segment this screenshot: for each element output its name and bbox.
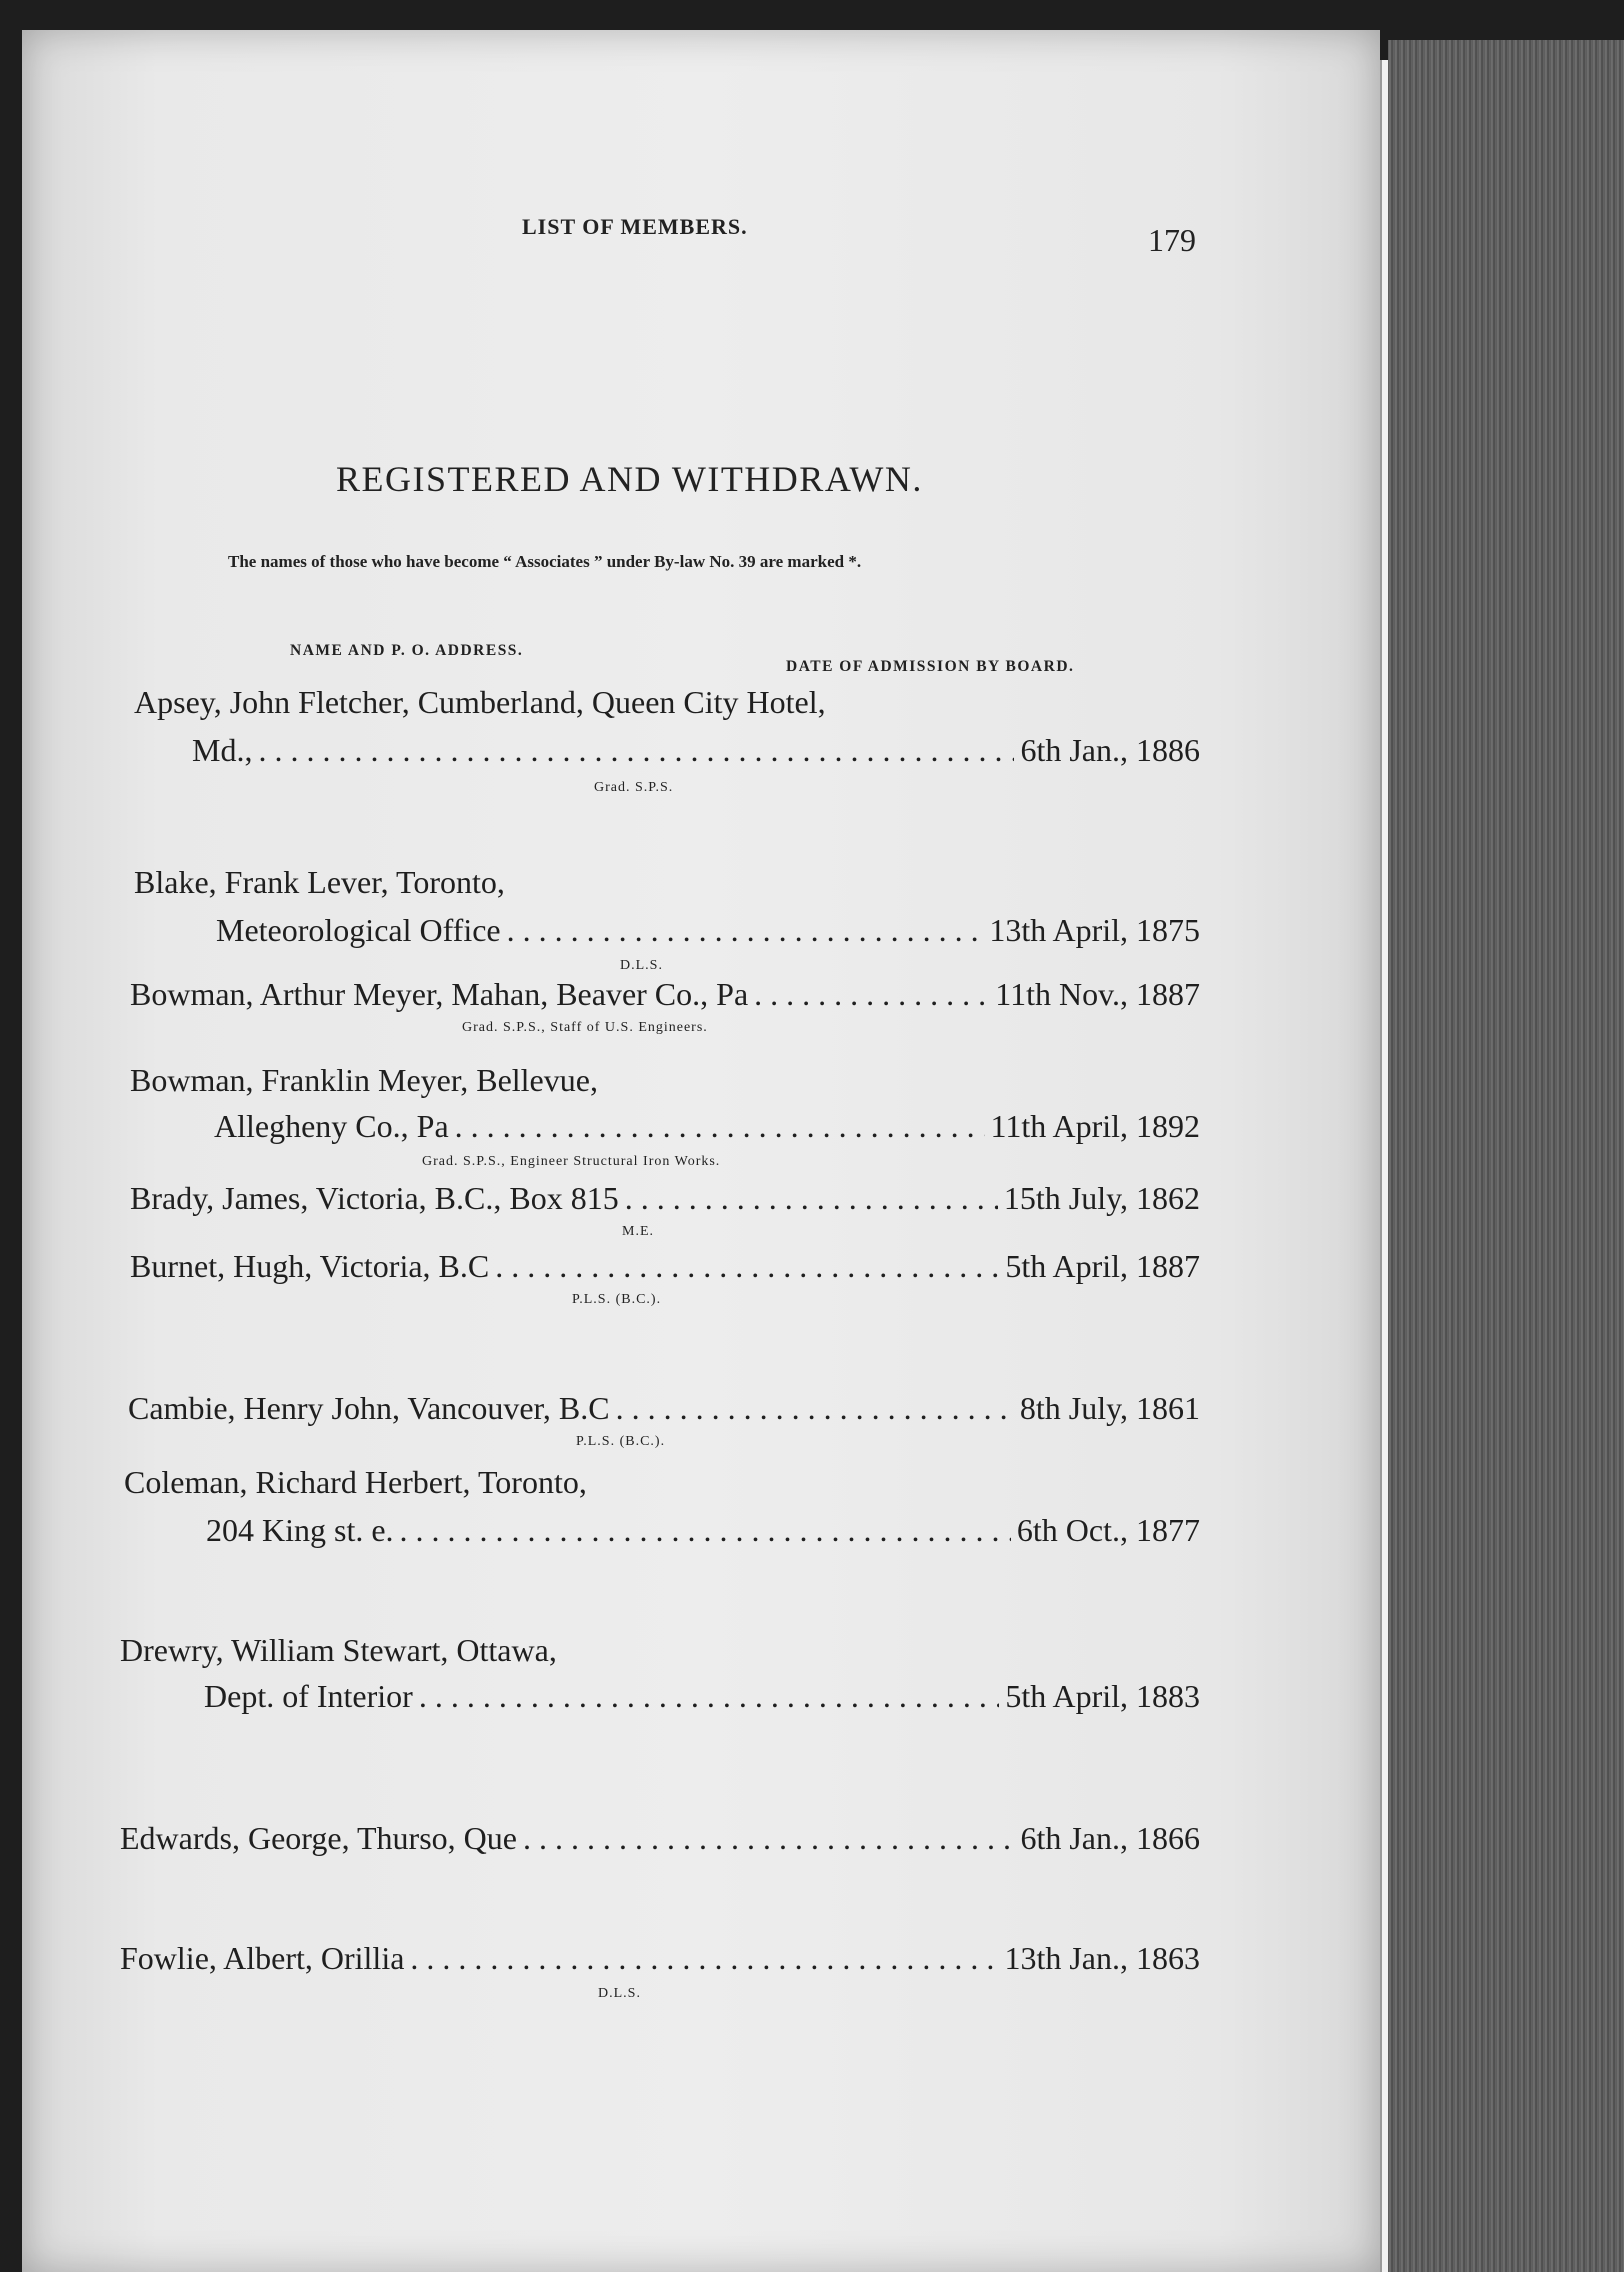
dot-leader — [523, 1820, 1015, 1857]
member-entry — [120, 1464, 1200, 1560]
dot-leader — [258, 732, 1014, 769]
member-address: Allegheny Co., Pa — [214, 1108, 449, 1144]
dot-leader — [754, 976, 989, 1013]
admission-date: 13th Jan., 1863 — [1004, 1940, 1200, 1976]
member-address: Dept. of Interior — [204, 1678, 413, 1714]
member-address-line — [120, 1820, 1200, 1857]
member-entry — [120, 1632, 1200, 1728]
member-name-line: Drewry, William Stewart, Ottawa, — [120, 1632, 557, 1668]
book-fore-edge — [1388, 40, 1624, 2272]
member-qualification: Grad. S.P.S., Engineer Structural Iron Works. — [422, 1154, 721, 1169]
member-qualification: M.E. — [622, 1224, 654, 1239]
member-qualification: P.L.S. (B.C.). — [576, 1434, 666, 1449]
member-entry — [120, 976, 1200, 1046]
member-entry — [120, 1820, 1200, 1870]
member-name-line: Coleman, Richard Herbert, Toronto, — [124, 1464, 587, 1500]
member-address: Fowlie, Albert, Orillia — [120, 1940, 405, 1976]
admission-date: 15th July, 1862 — [1003, 1180, 1200, 1216]
member-name-line: Bowman, Franklin Meyer, Bellevue, — [130, 1062, 598, 1098]
running-head: LIST OF MEMBERS. — [522, 214, 748, 239]
dot-leader — [625, 1180, 998, 1217]
member-address: Edwards, George, Thurso, Que — [120, 1820, 517, 1856]
column-header-name: NAME AND P. O. ADDRESS. — [290, 642, 524, 659]
member-address-line — [120, 1248, 1200, 1285]
member-name-line: Blake, Frank Lever, Toronto, — [134, 864, 505, 900]
member-address: Burnet, Hugh, Victoria, B.C — [130, 1248, 490, 1284]
member-address-line — [120, 1390, 1200, 1427]
member-address: Meteorological Office — [216, 912, 501, 948]
section-title: REGISTERED AND WITHDRAWN. — [336, 459, 923, 499]
dot-leader — [410, 1940, 998, 1977]
admission-date: 11th April, 1892 — [990, 1108, 1200, 1144]
member-address-line — [120, 1108, 1200, 1145]
admission-date: 6th Oct., 1877 — [1016, 1512, 1200, 1548]
member-entry — [120, 1940, 1200, 2010]
member-qualification: Grad. S.P.S. — [594, 780, 674, 795]
admission-date: 11th Nov., 1887 — [995, 976, 1200, 1012]
member-qualification: Grad. S.P.S., Staff of U.S. Engineers. — [462, 1020, 708, 1035]
member-address-line — [120, 912, 1200, 949]
dot-leader — [400, 1512, 1011, 1549]
member-address-line — [120, 1940, 1200, 1977]
member-address-line — [120, 976, 1200, 1013]
member-qualification: P.L.S. (B.C.). — [572, 1292, 662, 1307]
dot-leader — [616, 1390, 1014, 1427]
member-address: Bowman, Arthur Meyer, Mahan, Beaver Co., Pa — [130, 976, 749, 1012]
member-address-line — [120, 732, 1200, 769]
member-address: Brady, James, Victoria, B.C., Box 815 — [130, 1180, 619, 1216]
member-address: 204 King st. e. — [206, 1512, 394, 1548]
dot-leader — [419, 1678, 1000, 1715]
admission-date: 5th April, 1887 — [1005, 1248, 1200, 1284]
member-entry — [120, 1248, 1200, 1318]
member-entry — [120, 1062, 1200, 1172]
member-entry — [120, 684, 1200, 794]
member-qualification: D.L.S. — [598, 1986, 641, 2001]
dot-leader — [507, 912, 984, 949]
associates-note: The names of those who have become “ Associates ” under By-law No. 39 are marked *. — [228, 552, 862, 571]
member-address-line — [120, 1512, 1200, 1549]
dot-leader — [495, 1248, 999, 1285]
page-edge — [1380, 60, 1388, 2272]
admission-date: 8th July, 1861 — [1019, 1390, 1200, 1426]
member-entry — [120, 864, 1200, 974]
admission-date: 5th April, 1883 — [1005, 1678, 1200, 1714]
page-number: 179 — [1148, 222, 1196, 258]
member-entry — [120, 1390, 1200, 1460]
member-qualification: D.L.S. — [620, 958, 663, 973]
member-address-line — [120, 1180, 1200, 1217]
member-address-line — [120, 1678, 1200, 1715]
member-name-line: Apsey, John Fletcher, Cumberland, Queen City Hotel, — [134, 684, 826, 720]
admission-date: 6th Jan., 1866 — [1020, 1820, 1200, 1856]
member-entry — [120, 1180, 1200, 1250]
dot-leader — [455, 1108, 985, 1145]
admission-date: 13th April, 1875 — [989, 912, 1200, 948]
column-header-date: DATE OF ADMISSION BY BOARD. — [786, 658, 1075, 675]
admission-date: 6th Jan., 1886 — [1020, 732, 1200, 768]
member-address: Cambie, Henry John, Vancouver, B.C — [128, 1390, 610, 1426]
member-address: Md., — [192, 732, 253, 768]
